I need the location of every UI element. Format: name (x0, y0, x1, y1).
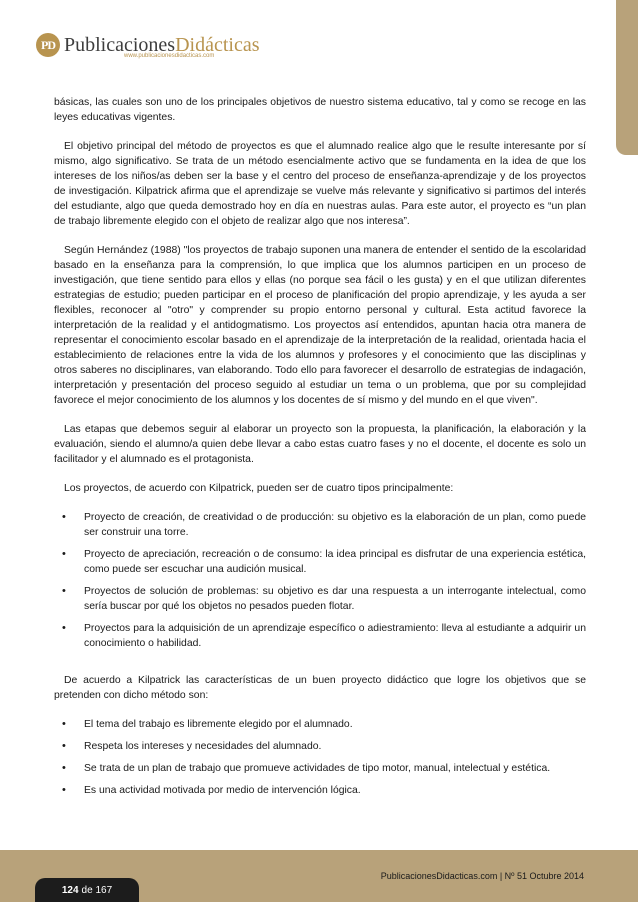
bullet-icon: • (62, 585, 66, 597)
paragraph-5: Los proyectos, de acuerdo con Kilpatrick, pueden ser de cuatro tipos principalmente: (64, 483, 454, 494)
footer-site-issue: PublicacionesDidacticas.com | Nº 51 Octubre 2014 (380, 871, 584, 881)
logo-text-main: Publicaciones (64, 34, 176, 56)
page-current: 124 (61, 884, 79, 896)
logo-text (64, 35, 260, 55)
project-types-list (54, 510, 586, 651)
page-total: de 167 (81, 884, 113, 896)
bullet-icon: • (62, 511, 66, 523)
bullet-icon: • (62, 622, 66, 634)
paragraph-4: Las etapas que debemos seguir al elaborar un proyecto son la propuesta, la planificación, la elaboración y la evaluación, siendo el alumno/a quien debe llevar a cabo estas cuatro fases y no el docente, el docente es solo un facilitador y el alumnado es el protagonista. (54, 424, 586, 465)
spacer (54, 665, 586, 673)
paragraph-3: Según Hernández (1988) "los proyectos de trabajo suponen una manera de entender el sentido de la escolaridad basado en la enseñanza para la comprensión, lo que implica que los alumnos participen en un proceso de investigación, que tiene sentido para ellos y ellas (no porque sea fácil o les gusta) y en el que utilizan diferentes estrategias de estudio; pueden participar en el proceso de planificación del propio aprendizaje, y les ayuda a ser flexibles, reconocer al "otro" y comprender su propio entorno personal y cultural. Esta actitud favorece la interpretación de la realidad y el antidogmatismo. Los proyectos así entendidos, apuntan hacia otra manera de representar el conocimiento escolar basado en el aprendizaje de la interpretación de la realidad, orientada hacia el establecimiento de relaciones entre la vida de los alumnos y profesores y el conocimiento que las disciplinas y otros saberes no disciplinares, van elaborando. Todo ello para favorecer el desarrollo de estrategias de indagación, interpretación y presentación del proceso seguido al estudiar un tema o un problema, que por su complejidad favorece el mejor conocimiento de los alumnos y los docentes de sí mismo y del mundo en el que viven". (54, 245, 586, 406)
logo-text-accent: Didácticas (175, 34, 260, 56)
bullet-icon: • (62, 740, 66, 752)
list-item (54, 717, 586, 732)
article-body (54, 95, 586, 812)
list-item-text: Se trata de un plan de trabajo que promueve actividades de tipo motor, manual, intelectual y estética. (84, 763, 551, 774)
page-header (0, 0, 638, 75)
logo-url: www.publicacionesdidacticas.com (124, 53, 215, 59)
bullet-icon: • (62, 784, 66, 796)
list-item-text: Proyectos para la adquisición de un aprendizaje específico o adiestramiento: lleva al estudiante a adquirir un conocimiento o habilidad. (84, 623, 586, 649)
paragraph-6: De acuerdo a Kilpatrick las características de un buen proyecto didáctico que logre los objetivos que se pretenden con dicho método son: (54, 675, 586, 701)
list-item-text: Proyectos de solución de problemas: su objetivo es dar una respuesta a un interrogante intelectual, como sería buscar por qué los objetos no pesados pueden flotar. (84, 586, 586, 612)
list-item-text: Proyecto de creación, de creatividad o de producción: su objetivo es la elaboración de un plan, como puede ser construir una torre. (84, 512, 586, 538)
characteristics-list (54, 717, 586, 798)
paragraph-2: El objetivo principal del método de proyectos es que el alumnado realice algo que le resulte interesante por sí mismo, algo significativo. Se trata de un método esencialmente activo que se fundamenta en la idea de que los intereses de los niños/as deben ser la base y el centro del proceso de enseñanza-aprendizaje y de los proyectos de investigación. Kilpatrick afirma que el aprendizaje se vuelve más relevante y significativo si partimos del interés del estudiante, algo que queda demostrado hoy en día en nuestras aulas. Para este autor, el proyecto es “un plan de trabajo libremente elegido con el objeto de realizar algo que nos interesa”. (54, 141, 586, 227)
page-number-badge (35, 878, 139, 902)
page-footer (0, 850, 638, 902)
logo-mark-icon: PD (36, 33, 60, 57)
list-item (54, 761, 586, 776)
list-item (54, 584, 586, 614)
paragraph-1: básicas, las cuales son uno de los principales objetivos de nuestro sistema educativo, tal y como se recoge en las leyes educativas vigentes. (54, 97, 586, 123)
list-item (54, 739, 586, 754)
bullet-icon: • (62, 548, 66, 560)
list-item-text: Proyecto de apreciación, recreación o de consumo: la idea principal es disfrutar de una experiencia estética, como puede ser escuchar una audición musical. (84, 549, 586, 575)
bullet-icon: • (62, 762, 66, 774)
bullet-icon: • (62, 718, 66, 730)
list-item-text: El tema del trabajo es libremente elegido por el alumnado. (84, 719, 353, 730)
list-item (54, 621, 586, 651)
list-item-text: Es una actividad motivada por medio de intervención lógica. (84, 785, 361, 796)
side-tab-decoration (616, 0, 638, 155)
list-item (54, 547, 586, 577)
list-item (54, 510, 586, 540)
list-item (54, 783, 586, 798)
list-item-text: Respeta los intereses y necesidades del alumnado. (84, 741, 322, 752)
publisher-logo (36, 33, 260, 57)
